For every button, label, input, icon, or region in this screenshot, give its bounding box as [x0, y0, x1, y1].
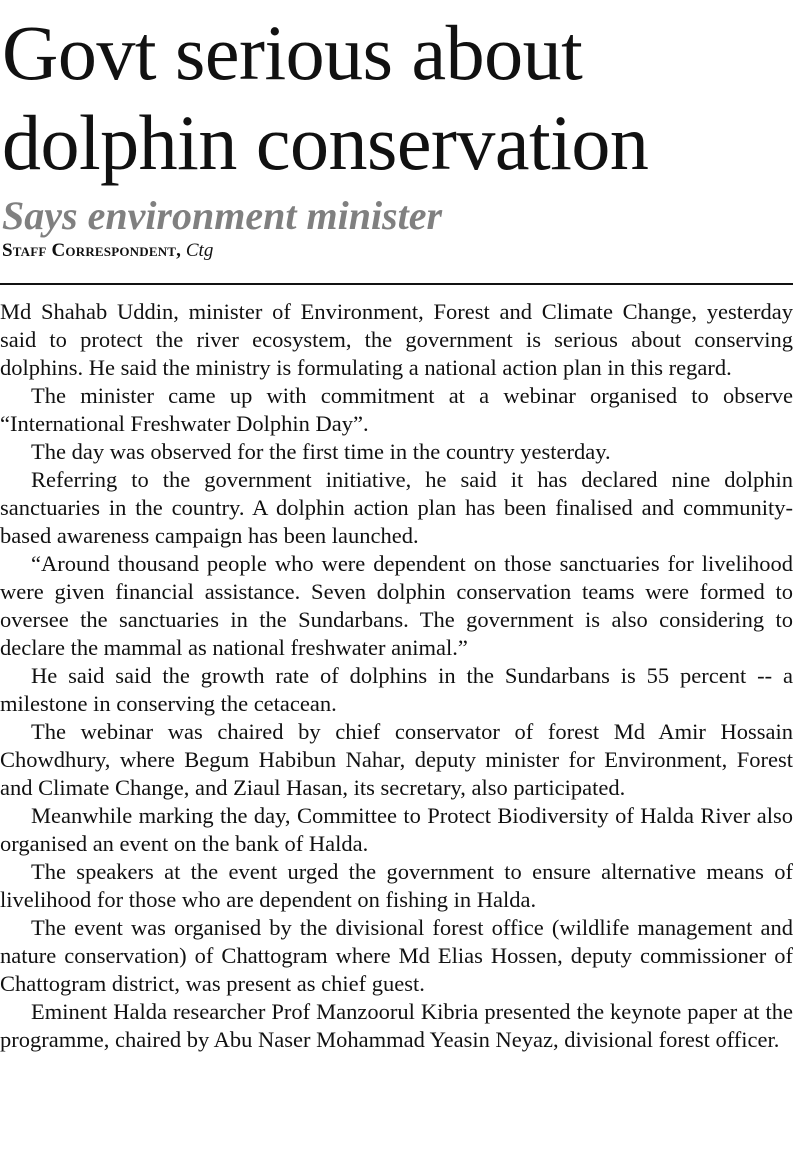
article-body	[0, 298, 793, 1054]
paragraph: “Around thousand people who were dependent on those sanctuaries for livelihood were given financial assistance. Seven dolphin conservation teams were formed to oversee the sanctuaries in the Sundarbans. The government is also considering to declare the mammal as national freshwater animal.”	[0, 551, 793, 660]
news-article	[0, 0, 793, 261]
byline	[0, 238, 793, 264]
paragraph: The day was observed for the first time in the country yesterday.	[31, 439, 611, 464]
headline: Govt serious about dolphin conservation	[2, 9, 649, 186]
paragraph: The event was organised by the divisional forest office (wildlife management and nature conservation) of Chattogram where Md Elias Hossen, deputy commissioner of Chattogram district, was present as chief guest.	[0, 915, 793, 996]
byline-author: Staff Correspondent,	[2, 240, 182, 261]
paragraph: He said said the growth rate of dolphins in the Sundarbans is 55 percent -- a milestone in conserving the cetacean.	[0, 663, 793, 716]
paragraph: Eminent Halda researcher Prof Manzoorul Kibria presented the keynote paper at the programme, chaired by Abu Naser Mohammad Yeasin Neyaz, divisional forest officer.	[0, 999, 793, 1052]
paragraph: Referring to the government initiative, he said it has declared nine dolphin sanctuaries in the country. A dolphin action plan has been finalised and community-based awareness campaign has been launched.	[0, 467, 793, 548]
paragraph: The speakers at the event urged the government to ensure alternative means of livelihood for those who are dependent on fishing in Halda.	[0, 859, 793, 912]
subheadline: Says environment minister	[2, 193, 443, 238]
paragraph: Md Shahab Uddin, minister of Environment, Forest and Climate Change, yesterday said to protect the river ecosystem, the government is serious about conserving dolphins. He said the ministry is formulating a national action plan in this regard.	[0, 299, 793, 380]
paragraph: The minister came up with commitment at a webinar organised to observe “International Freshwater Dolphin Day”.	[0, 383, 793, 436]
paragraph: The webinar was chaired by chief conservator of forest Md Amir Hossain Chowdhury, where Begum Habibun Nahar, deputy minister for Environment, Forest and Climate Change, and Ziaul Hasan, its secretary, also participated.	[0, 719, 793, 800]
byline-location: Ctg	[185, 240, 214, 261]
header-divider	[0, 283, 793, 285]
paragraph: Meanwhile marking the day, Committee to Protect Biodiversity of Halda River also organised an event on the bank of Halda.	[0, 803, 793, 856]
